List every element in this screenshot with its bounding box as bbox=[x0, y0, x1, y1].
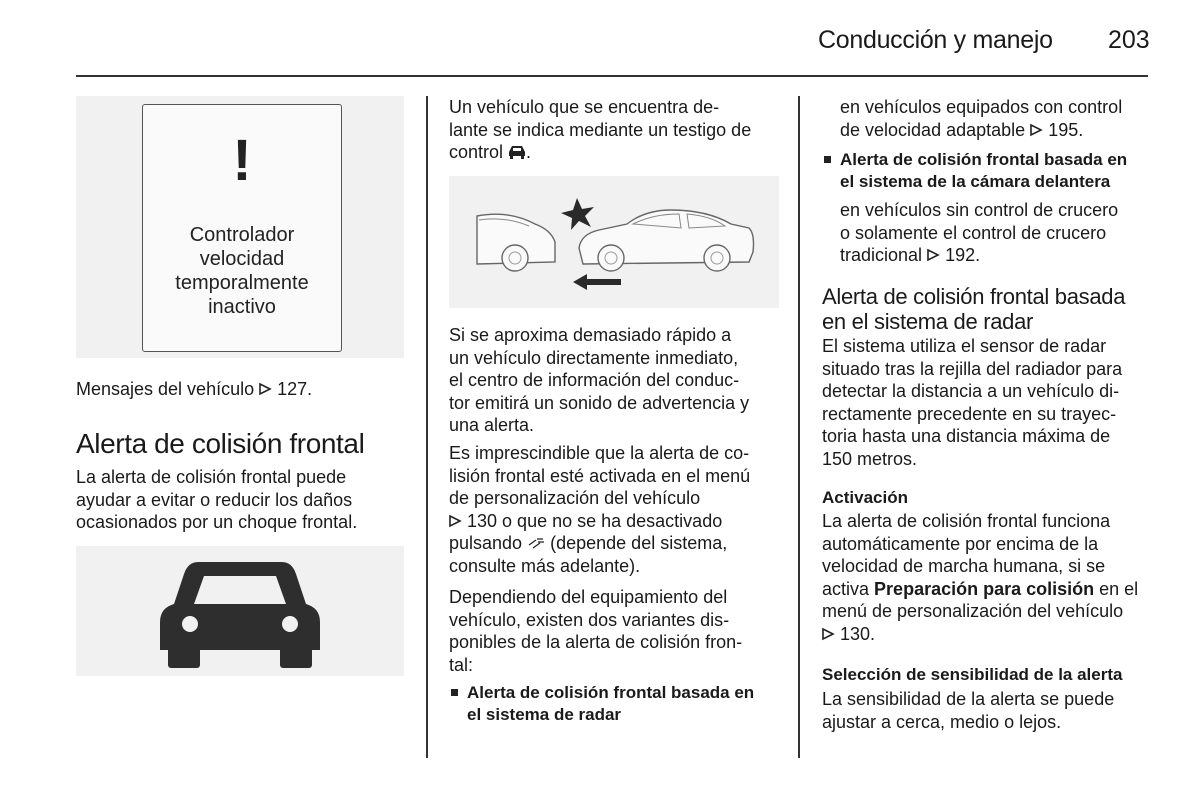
radar-variant-description: en vehículos equipados con control de velocidad adaptable 195. bbox=[840, 97, 1123, 140]
bullet-square-icon bbox=[451, 689, 458, 696]
radar-paragraph: El sistema utiliza el sensor de radar situado tras la rejilla del radiador para detectar la distancia a un vehículo di- rectamente precedente en su trayec- toria hasta una distancia máxima de 150 metros. bbox=[822, 336, 1123, 469]
variants-paragraph: Dependiendo del equipamiento del vehículo, existen dos variantes dis- ponibles de la alerta de colisión fron- tal: bbox=[449, 587, 743, 675]
variant-bullet-camera: Alerta de colisión frontal basada en el sistema de la cámara delantera bbox=[822, 149, 1127, 193]
indicator-paragraph: Un vehículo que se encuentra de- lante se indica mediante un testigo de control . bbox=[449, 97, 752, 162]
intro-paragraph: La alerta de colisión frontal puede ayudar a evitar o reducir los daños ocasionados por un choque frontal. bbox=[76, 467, 358, 532]
bullet-square-icon bbox=[824, 156, 831, 163]
activation-requirement-paragraph: Es imprescindible que la alerta de co- lisión frontal esté activada en el menú de personalización del vehículo 130 o que no se ha desactivado pulsando (depende del sistema, consulte más adelante). bbox=[449, 443, 751, 576]
camera-variant-description: en vehículos sin control de crucero o solamente el control de crucero tradicional 192. bbox=[840, 200, 1119, 265]
driver-info-display bbox=[142, 104, 342, 352]
section-heading: Alerta de colisión frontal bbox=[76, 428, 365, 459]
column-divider-2 bbox=[798, 96, 800, 758]
vehicle-ahead-icon bbox=[160, 552, 320, 670]
sensitivity-heading: Selección de sensibilidad de la alerta bbox=[822, 665, 1123, 684]
warning-exclamation-icon: ! bbox=[232, 128, 252, 193]
page-reference-icon bbox=[259, 382, 272, 396]
radar-section-heading: Alerta de colisión frontal basada en el sistema de radar bbox=[822, 284, 1126, 334]
sensitivity-paragraph: La sensibilidad de la alerta se puede ajustar a cerca, medio o lejos. bbox=[822, 689, 1115, 732]
page-header-title: Conducción y manejo bbox=[818, 26, 1053, 54]
page-reference-icon bbox=[927, 248, 940, 262]
page-number: 203 bbox=[1108, 26, 1150, 54]
page-reference-icon bbox=[822, 627, 835, 641]
variant-bullet-radar: Alerta de colisión frontal basada en el sistema de radar bbox=[449, 682, 754, 726]
vehicle-ahead-indicator-icon bbox=[508, 145, 526, 159]
activation-heading: Activación bbox=[822, 488, 908, 507]
header-rule bbox=[76, 75, 1148, 77]
vehicle-messages-reference: Mensajes del vehículo 127. bbox=[76, 379, 313, 399]
page-reference-icon bbox=[1030, 123, 1043, 137]
page-reference-icon bbox=[449, 514, 462, 528]
collision-alert-button-icon bbox=[527, 536, 545, 550]
column-divider-1 bbox=[426, 96, 428, 758]
warning-paragraph: Si se aproxima demasiado rápido a un vehículo directamente inmediato, el centro de información del conduc- tor emitirá un sonido de advertencia y una alerta. bbox=[449, 325, 750, 435]
display-message: Controlador velocidad temporalmente inactivo bbox=[175, 224, 309, 318]
setting-name: Preparación para colisión bbox=[874, 578, 1095, 599]
two-cars-collision-icon bbox=[449, 176, 779, 308]
activation-paragraph: La alerta de colisión frontal funciona automáticamente por encima de la velocidad de marcha humana, si se activa Preparación para colisión en el menú de personalización del vehículo 130. bbox=[822, 511, 1139, 644]
